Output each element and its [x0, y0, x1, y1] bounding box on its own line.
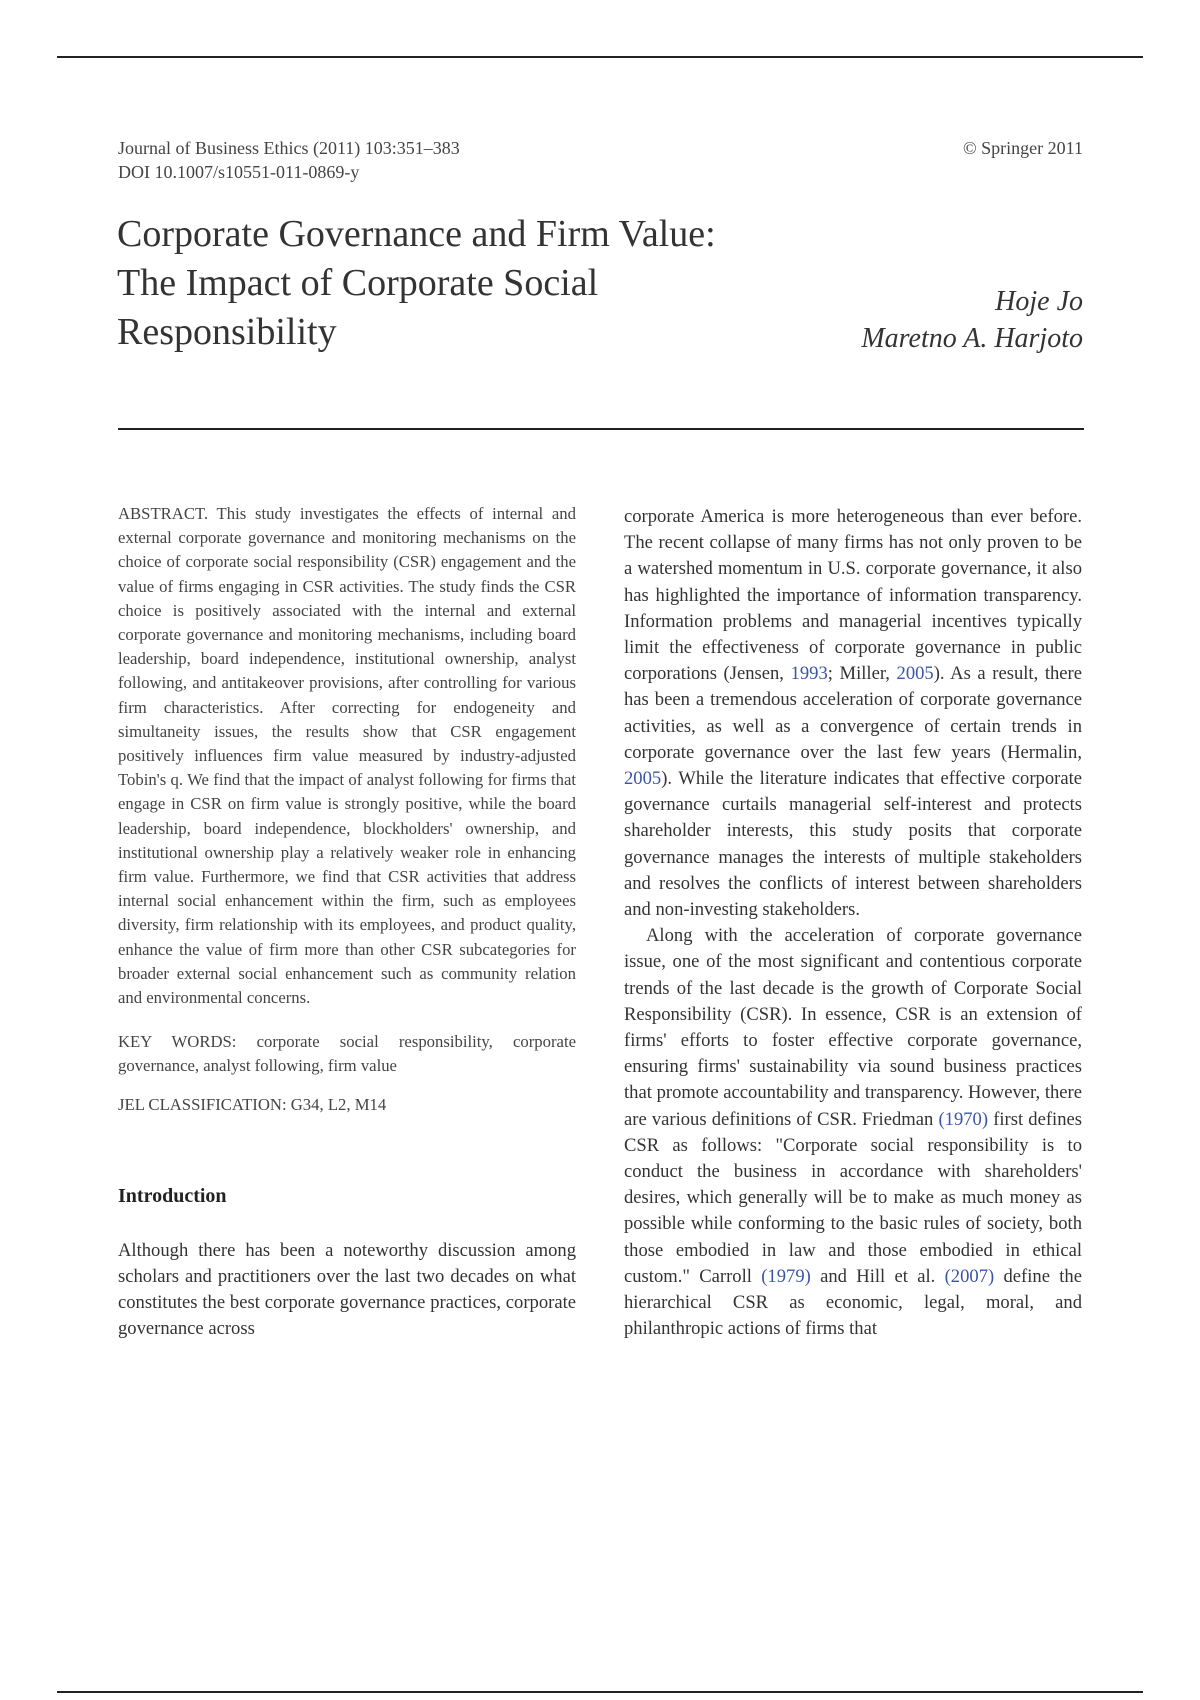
title-line-1: Corporate Governance and Firm Value: [117, 213, 716, 255]
title-separator-rule [118, 428, 1084, 430]
text-run: Along with the acceleration of corporate governance issue, one of the most significant and contentious corporate trends of the last decade is the growth of Corporate Social Responsibility (CSR). In essence, CSR is an extension of firms' efforts to foster effective corporate governance, ensuring firms' sustainability via sound business practices that promote accountability and transparency. However, there are various definitions of CSR. Friedman [624, 925, 1082, 1130]
journal-line: Journal of Business Ethics (2011) 103:351–383 [118, 138, 460, 158]
jel-classification: JEL CLASSIFICATION: G34, L2, M14 [118, 1094, 387, 1114]
citation-link[interactable]: 2005 [624, 768, 662, 790]
bottom-rule [57, 1691, 1143, 1693]
author-1: Hoje Jo [995, 286, 1083, 317]
intro-paragraph: Although there has been a noteworthy discussion among scholars and practitioners over the last two decades on what constitutes the best corporate governance practices, corporate governance across [118, 1239, 576, 1340]
right-column [624, 504, 1082, 1343]
text-run: ; Miller, [827, 663, 897, 685]
abstract: ABSTRACT. This study investigates the effects of internal and external corporate governance and monitoring mechanisms on the choice of corporate social responsibility (CSR) engagement and the value of firms engaging in CSR activities. The study finds the CSR choice is positively associated with the internal and external corporate governance and monitoring mechanisms, including board leadership, board independence, institutional ownership, analyst following, and antitakeover provisions, after controlling for various firm characteristics. After correcting for endogeneity and simultaneity issues, the results show that CSR engagement positively influences firm value measured by industry-adjusted Tobin's q. We find that the impact of analyst following for firms that engage in CSR on firm value is strongly positive, while the board leadership, board independence, blockholders' ownership, and institutional ownership play a relatively weaker role in enhancing firm value. Furthermore, we find that CSR activities that address internal social enhancement within the firm, such as employees diversity, firm relationship with its employees, and product quality, enhance the value of firm more than other CSR subcategories for broader external social enhancement such as community relation and environmental concerns. [118, 504, 576, 1008]
doi-line: DOI 10.1007/s10551-011-0869-y [118, 162, 360, 182]
citation-link[interactable]: (2007) [944, 1265, 995, 1287]
citation-link[interactable]: 2005 [896, 663, 934, 685]
journal-citation [118, 136, 460, 184]
title-line-3: Responsibility [117, 311, 337, 353]
text-run: corporate America is more heterogeneous than ever before. The recent collapse of many firms has not only proven to be a watershed momentum in U.S. corporate governance, it also has highlighted the importance of information transparency. Information problems and managerial incentives typically limit the effectiveness of corporate governance in public corporations (Jensen, [624, 506, 1082, 685]
paper-title [117, 210, 817, 357]
citation-link[interactable]: 1993 [790, 663, 828, 685]
title-line-2: The Impact of Corporate Social [117, 262, 599, 304]
text-run: and Hill et al. [810, 1265, 945, 1287]
text-run: define the hierarchical CSR as economic, legal, moral, and philanthropic actions of firms that [624, 1265, 1082, 1340]
left-column [118, 502, 576, 1343]
text-run: ). As a result, there has been a tremendous acceleration of corporate governance activities, as well as a convergence of certain trends in corporate governance over the last few years (Hermalin, [624, 663, 1082, 763]
citation-link[interactable]: (1979) [761, 1265, 811, 1287]
keywords: KEY WORDS: corporate social responsibility, corporate governance, analyst following, firm value [118, 1032, 576, 1076]
top-rule [57, 56, 1143, 58]
citation-link[interactable]: (1970) [938, 1108, 989, 1130]
body-paragraph-1 [624, 504, 1082, 923]
author-list [861, 283, 1083, 357]
publisher-copyright: © Springer 2011 [963, 138, 1083, 158]
author-2: Maretno A. Harjoto [861, 323, 1083, 354]
text-run: ). While the literature indicates that effective corporate governance curtails managerial self-interest and protects shareholder interests, this study posits that corporate governance manages the interests of multiple stakeholders and resolves the conflicts of interest between shareholders and non-investing stakeholders. [624, 768, 1082, 921]
text-run: first defines CSR as follows: "Corporate social responsibility is to conduct the business in accordance with shareholders' desires, which generally will be to make as much money as possible while conforming to the basic rules of society, both those embodied in law and those embodied in ethical custom." Carroll [624, 1108, 1082, 1287]
body-paragraph-2 [624, 923, 1082, 1342]
section-heading-introduction: Introduction [118, 1184, 227, 1207]
